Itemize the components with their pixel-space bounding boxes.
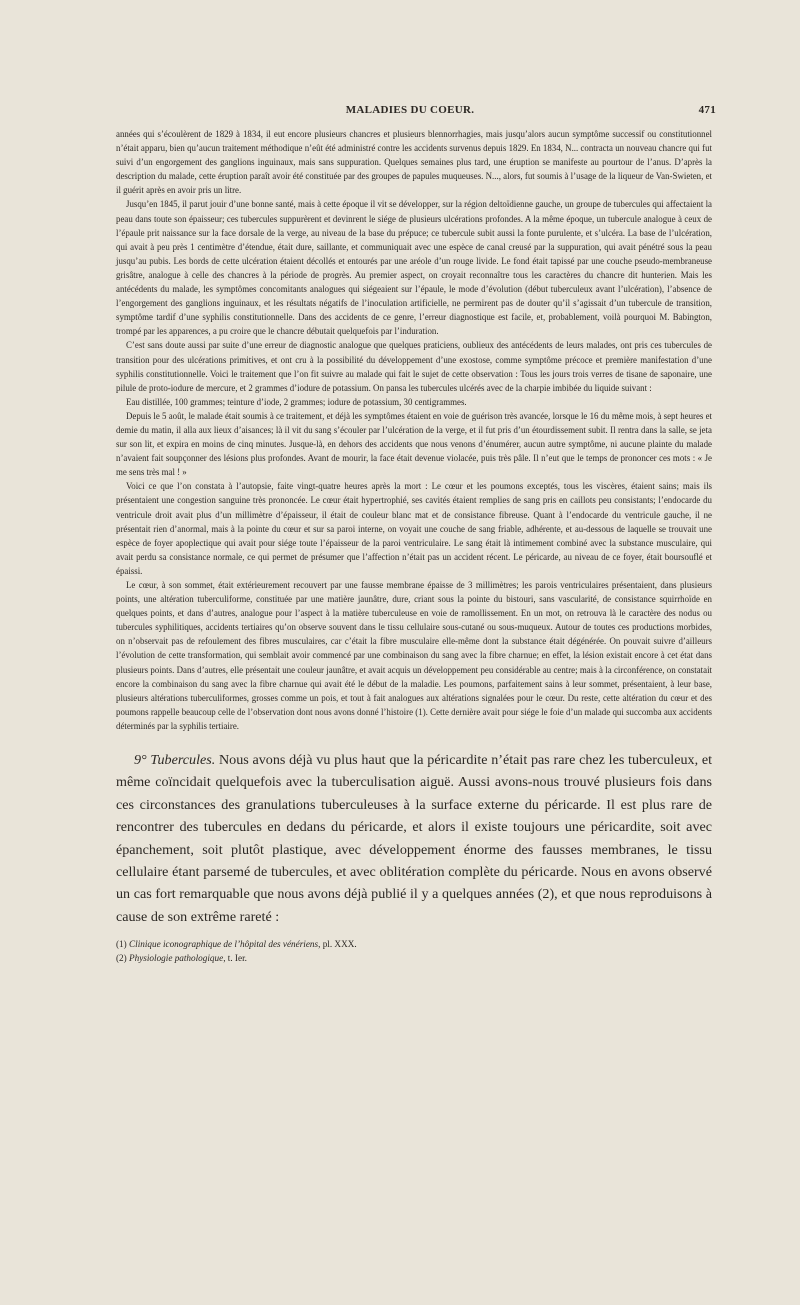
footnote	[116, 938, 712, 952]
observation-paragraph: Jusqu’en 1845, il parut jouir d’une bonne santé, mais à cette époque il vit se développer, sur la région deltoïdienne gauche, un groupe de tubercules qui affectaient la peau dans toute son épaisseur; ces tubercules suppurèrent et devinrent le siége de plusieurs ulcérations profondes. A la même époque, un tubercule analogue à ceux de l’épaule prit naissance sur la face dorsale de la verge, au niveau de la base du prépuce; ce tubercule subit aussi la fonte purulente, et s’ulcéra. La base de l’ulcération, qui avait à peu près 1 centimètre d’étendue, était dure, saillante, et communiquait avec une espèce de canal creusé par la suppuration, qui avait pénétré sous la peau jusqu’au pubis. Les bords de cette ulcération étaient décollés et entourés par une aréole d’un rouge livide. Le fond était tapissé par une couche pseudo-membraneuse grisâtre, analogue à celle des chancres à la période de progrès. Au premier aspect, on croyait reconnaître tous les caractères du chancre dit hunterien. Mais les antécédents du malade, les symptômes concomitants analogues qui siégeaient sur l’épaule, le mode d’évolution (début tuberculeux avant l’ulcération), l’absence de l’engorgement des ganglions inguinaux, et les résultats négatifs de l’inoculation artificielle, ne permirent pas de douter qu’il s’agissait d’un tubercule de transition, symptôme tardif d’une syphilis constitutionnelle. Dans des accidents de ce genre, l’erreur diagnostique est facile, et, probablement, voilà pourquoi M. Babington, trompé par les apparences, a pu croire que le chancre débutait quelquefois par l’induration.	[116, 199, 712, 337]
observation-paragraph: années qui s’écoulèrent de 1829 à 1834, il eut encore plusieurs chancres et plusieurs blennorrhagies, mais jusqu’alors aucun symptôme successif ou constitutionnel n’était apparu, bien qu’aucun traitement méthodique n’eût été administré contre les accidents survenus depuis 1829. En 1834, N... contracta un nouveau chancre qui fut suivi d’un engorgement des ganglions inguinaux, mais sans suppuration. Quelques semaines plus tard, une éruption se manifeste au pourtour de l’anus. D’après la description du malade, cette éruption paraît avoir été constituée par des groupes de papules muqueuses. N..., alors, fut soumis à l’usage de la liqueur de Van-Swieten, et il guérit après en avoir pris un litre.	[116, 129, 712, 196]
observation-text	[116, 127, 712, 733]
observation-paragraph: Voici ce que l’on constata à l’autopsie, faite vingt-quatre heures après la mort : Le cœur et les poumons exceptés, tous les viscères, étaient sains; mais ils présentaient une congestion sanguine très prononcée. Le cœur était hypertrophié, ses cavités étaient remplies de sang pris en caillots peu consistants; l’endocarde du ventricule droit avait plus d’un millimètre d’épaisseur, il était de couleur blanc mat et de consistance fibreuse. Quant à l’endocarde du ventricule gauche, il ne présentait rien d’anormal, mais à la pointe du cœur et sur sa paroi interne, on voyait une couche de sang friable, adhérente, et au-dessous de laquelle se trouvait une espèce de foyer apoplectique qui avait pour siége toute l’épaisseur de la paroi ventriculaire. Le sang était là intimement combiné avec la substance musculaire, qui avait perdu sa consistance normale, ce qui permet de présumer que l’affection n’était pas un accident récent. Le péricarde, au niveau de ce foyer, était boursouflé et épaissi.	[116, 481, 712, 576]
footnote	[116, 952, 712, 966]
footnote-title: Physiologie pathologique	[129, 952, 224, 963]
section-text: Nous avons déjà vu plus haut que la péricardite n’était pas rare chez les tuberculeux, et même coïncidait quelquefois avec la tuberculisation aiguë. Aussi avons-nous trouvé plusieurs fois dans ces circonstances des granulations tuberculeuses à la surface externe du péricarde. Il est plus rare de rencontrer des tubercules en dedans du péricarde, et alors il existe toujours une péricardite, soit avec épanchement, soit plutôt plastique, avec développement énorme des fausses membranes, le tissu cellulaire étant parsemé de tubercules, et avec oblitération complète du péricarde. Nous en avons observé un cas fort remarquable que nous avons déjà publié il y a quelques années (2), et que nous reproduisons à cause de son extrême rareté :	[116, 752, 712, 925]
footnote-rest: , pl. XXX.	[318, 939, 357, 950]
observation-paragraph: Eau distillée, 100 grammes; teinture d’iode, 2 grammes; iodure de potassium, 30 centigrammes.	[126, 396, 467, 407]
observation-paragraph: Depuis le 5 août, le malade était soumis à ce traitement, et déjà les symptômes étaient en voie de guérison très avancée, lorsque le 16 du même mois, à sept heures et demie du matin, il alla aux lieux d’aisances; là il vit du sang s’écouler par l’ulcération de la verge, et il fut pris d’un étourdissement subit. Il rentra dans la salle, se jeta sur son lit, et expira en moins de cinq minutes. Jusque-là, en dehors des accidents que nous venons d’énumérer, aucun autre symptôme, ni aucune plainte du malade n’avaient fait soupçonner des lésions plus profondes. Avant de mourir, la face était devenue violacée, puis très pâle. Il n’eut que le temps de prononcer ces mots : « Je me sens très mal ! »	[116, 410, 712, 478]
page-number: 471	[698, 104, 716, 116]
observation-paragraph: Le cœur, à son sommet, était extérieurement recouvert par une fausse membrane épaisse de 3 millimètres; les parois ventriculaires présentaient, dans plusieurs points, une altération tuberculiforme, constituée par une matière jaunâtre, dure, criant sous la pointe du bistouri, sans vascularité, de consistance squirrhoïde en quelques points, et dans d’autres, analogue pour l’aspect à la matière tuberculeuse en voie de ramollissement. En un mot, on retrouva là le caractère des nodus ou tubercules syphilitiques, accidents tertiaires qu’on observe souvent dans le tissu cellulaire sous-cutané ou sous-muqueux. Autour de toutes ces productions morbides, on n’observait pas de refoulement des fibres musculaires, car c’était la fibre musculaire elle-même dont la substance était dégénérée. On pouvait suivre d’ailleurs l’évolution de cette transformation, qui semblait avoir commencé par une combinaison du sang avec la fibre charnue; en effet, la lésion existait encore à cet état dans plusieurs points. Dans d’autres, elle présentait une couleur jaunâtre, et avait acquis un développement peu considérable au centre; mais à la circonférence, on constatait encore la combinaison du sang avec la fibre charnue qui avait été le début de la maladie. Les poumons, parfaitement sains à leur sommet, présentaient, à leur base, plusieurs altérations tuberculiformes, grosses comme un pois, et tout à fait analogues aux altérations signalées pour le cœur. Du reste, cette altération du cœur et des poumons rappelle beaucoup celle de l’observation dont nous avons donné l’histoire (1). Cette dernière avait pour siége le foie d’un malade qui succomba aux accidents déterminés par la syphilis tertiaire.	[116, 580, 712, 731]
footnote-mark: (1)	[116, 939, 127, 950]
running-title: MALADIES DU COEUR.	[345, 104, 475, 116]
section-paragraph	[116, 749, 712, 928]
section-tubercules	[116, 749, 712, 928]
footnotes	[116, 938, 712, 965]
footnote-title: Clinique iconographique de l’hôpital des vénériens	[129, 939, 319, 950]
section-label: 9° Tubercules.	[134, 752, 216, 769]
page-body	[116, 127, 712, 965]
footnote-mark: (2)	[116, 952, 127, 963]
footnote-rest: , t. Ier.	[223, 952, 247, 963]
observation-paragraph: C’est sans doute aussi par suite d’une erreur de diagnostic analogue que quelques praticiens, oublieux des antécédents de leurs malades, ont pris ces tubercules de transition pour des ulcérations primitives, et ont cru à la possibilité du développement d’une exostose, comme symptôme précoce et première manifestation d’une syphilis constitutionnelle. Voici le traitement que l’on fit suivre au malade qui fait le sujet de cette observation : Tous les jours trois verres de tisane de saponaire, une pilule de proto-iodure de mercure, et 2 grammes d’iodure de potassium. On pansa les tubercules ulcérés avec de la charpie imbibée du liquide suivant :	[116, 340, 712, 393]
running-head	[104, 104, 716, 124]
